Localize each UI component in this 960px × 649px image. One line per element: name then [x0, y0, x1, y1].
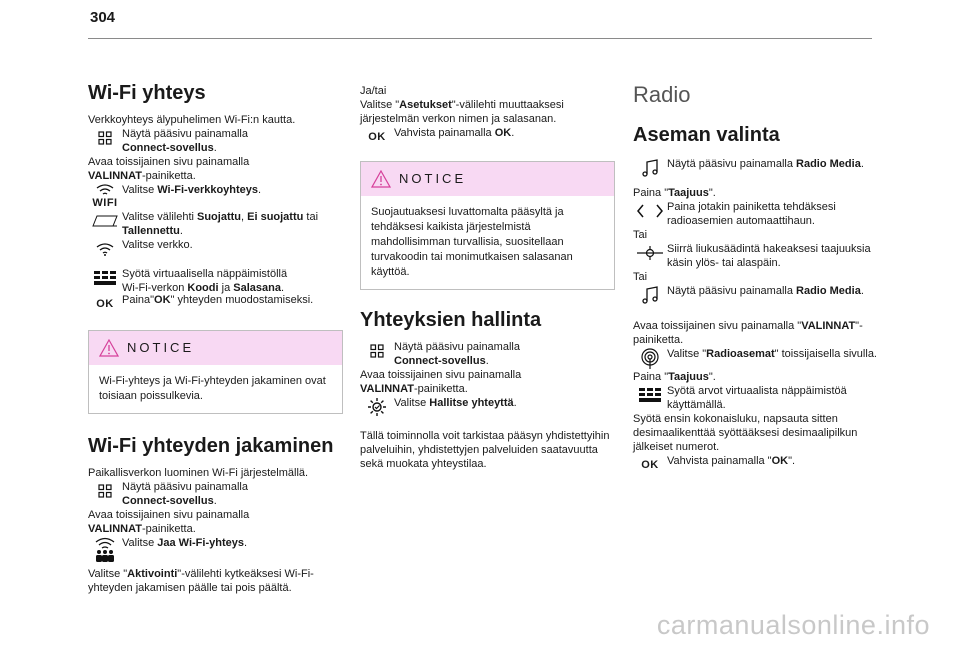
gear-icon: [360, 396, 394, 417]
ok-icon: OK: [641, 459, 659, 471]
connect-app-grid-icon: [360, 340, 394, 361]
step-connect-app: [88, 127, 343, 155]
connect-app-grid-icon: [88, 127, 122, 148]
enter-values-step: Syötä arvot virtuaalista näppäimistöä käyttämällä.: [633, 384, 888, 412]
auto-search-step: Paina jotakin painiketta tehdäksesi radioasemien automaattihaun.: [633, 200, 888, 228]
music-note-icon: [633, 284, 667, 305]
radio-media-step-2: Näytä pääsivu painamalla Radio Media.: [633, 284, 888, 305]
settings-text: Valitse "Asetukset"-välilehti muuttaaksesi järjestelmän verkon nimen ja salasanan.: [360, 99, 564, 125]
warning-triangle-icon: [99, 339, 119, 357]
keyboard-icon: [88, 267, 122, 288]
step-select-tab: Valitse välilehti Suojattu, Ei suojattu tai Tallennettu.: [88, 210, 343, 238]
wifi-intro: Verkkoyhteys älypuhelimen Wi-Fi:n kautta.: [88, 114, 296, 126]
chevron-arrows-icon: [633, 200, 667, 221]
manage-step-select: Valitse Hallitse yhteyttä.: [360, 396, 615, 417]
page-number: 304: [90, 9, 116, 26]
freq2-text: Paina "Taajuus".: [633, 371, 716, 383]
warning-triangle-icon: [371, 170, 391, 188]
manage-options: Avaa toissijainen sivu painamalla VALINNAT-painiketta.: [360, 369, 522, 395]
manage-desc: Tällä toiminnolla voit tarkistaa pääsyn yhdistettyihin palveluihin, yhdistettyjen palveluiden saatavuutta sekä muokata yhteystilaa.: [360, 430, 610, 470]
manual-search-step: Siirrä liukusäädintä hakeaksesi taajuuksia käsin ylös- tai alaspäin.: [633, 242, 888, 270]
wifi-icon-label: WIFI: [92, 197, 118, 209]
wifi-icon: [88, 238, 122, 259]
share-tab-text: Valitse "Aktivointi"-välilehti kytkeäksesi Wi-Fi-yhteyden jakamisen päälle tai pois päältä.: [88, 568, 314, 594]
keyboard-icon: [633, 384, 667, 405]
confirm-ok: OK Vahvista painamalla OK.: [360, 126, 615, 147]
connect-app-grid-icon: [88, 480, 122, 501]
column-wifi: [88, 75, 343, 595]
share-step-select: Valitse Jaa Wi-Fi-yhteys.: [88, 536, 343, 563]
stations-step: Valitse "Radioasemat" toissijaisella sivulla.: [633, 347, 888, 370]
notice-header: [89, 331, 342, 365]
music-note-icon: [633, 157, 667, 178]
step-text: Näytä pääsivu painamalla: [122, 128, 248, 140]
share-heading: Wi-Fi yhteyden jakaminen: [88, 435, 334, 457]
notice-header: [361, 162, 614, 196]
or-text: Tai: [633, 271, 648, 283]
share-step-connect: Näytä pääsivu painamalla Connect-sovellus.: [88, 480, 343, 508]
notice-box: [360, 161, 615, 290]
wifi-heading: Wi-Fi yhteys: [88, 82, 206, 104]
wifi-icon: [88, 183, 122, 210]
slider-icon: [633, 242, 667, 263]
ok-icon: OK: [368, 131, 386, 143]
ok-icon: OK: [96, 298, 114, 310]
tab-tag-icon: [88, 210, 122, 231]
notice-body: Suojautuaksesi luvattomalta pääsyltä ja tehdäksesi kaikista järjestelmistä mahdollisimman turvallisia, suositellaan turvakoodin tai monimutkaisen salasanan käyttöä.: [371, 206, 573, 278]
wifi-users-icon: [88, 536, 122, 563]
notice-title: NOTICE: [399, 171, 467, 186]
step-dot: .: [213, 142, 217, 154]
step-ok: OK Paina"OK" yhteyden muodostamiseksi.: [88, 293, 343, 314]
column-manage: [360, 84, 615, 471]
freq-text: Paina "Taajuus".: [633, 187, 716, 199]
manage-heading: Yhteyksien hallinta: [360, 309, 542, 331]
notice-box: [88, 330, 343, 414]
radio-heading: Radio: [633, 82, 691, 107]
step-bold: Connect-sovellus: [122, 142, 214, 154]
notice-body: Wi-Fi-yhteys ja Wi-Fi-yhteyden jakaminen ovat toisiaan poissulkevia.: [99, 375, 326, 402]
column-radio: [633, 75, 888, 475]
confirm-ok: OK Vahvista painamalla "OK".: [633, 454, 888, 475]
step-keyboard: Syötä virtuaalisella näppäimistöllä Wi-Fi-verkon Koodi ja Salasana.: [88, 267, 343, 295]
or-text: Ja/tai: [360, 85, 387, 97]
options-text: Avaa toissijainen sivu painamalla "VALINNAT"-painiketta.: [633, 320, 863, 346]
notice-title: NOTICE: [127, 340, 195, 355]
or-text: Tai: [633, 229, 648, 241]
step-select-wifi: WIFI Valitse Wi-Fi-verkkoyhteys.: [88, 183, 343, 210]
manage-step-connect: Näytä pääsivu painamalla Connect-sovellus.: [360, 340, 615, 368]
watermark: carmanualsonline.info: [656, 610, 930, 640]
enter-integer-text: Syötä ensin kokonaisluku, napsauta sitten desimaalikenttää syöttääksesi desimaalipilkun jälkeiset numerot.: [633, 413, 858, 453]
station-heading: Aseman valinta: [633, 124, 780, 146]
radio-station-icon: [633, 347, 667, 370]
share-intro: Paikallisverkon luominen Wi-Fi järjestelmällä.: [88, 467, 309, 479]
share-options: Avaa toissijainen sivu painamalla VALINNAT-painiketta.: [88, 509, 250, 535]
radio-media-step: Näytä pääsivu painamalla Radio Media.: [633, 157, 888, 178]
header-rule: [88, 38, 872, 39]
options-text: Avaa toissijainen sivu painamalla VALINNAT-painiketta.: [88, 156, 250, 182]
step-select-network: Valitse verkko.: [88, 238, 343, 259]
